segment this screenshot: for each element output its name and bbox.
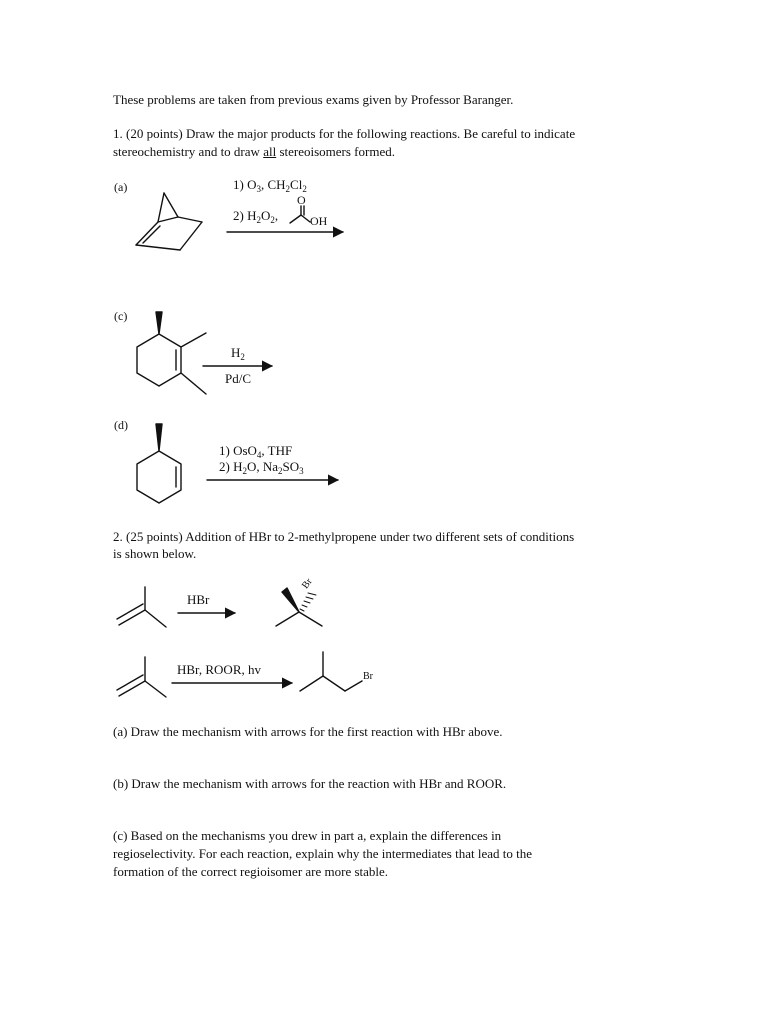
q1a-reagent-step1: 1) $O_3$, $CH_2Cl_2$: [233, 177, 307, 194]
q1a-reagent-step2: 2) $H_2O_2$,: [233, 208, 279, 225]
q1d-reagent-step1: 1) OsO$_4$, THF: [219, 443, 293, 460]
q2-reaction1-product-bromine: Br: [299, 576, 315, 591]
q1-part-c-label: (c): [114, 309, 128, 323]
intro-text: These problems are taken from previous exams given by Professor Baranger.: [113, 92, 514, 107]
q2-part-c-line2: regioselectivity. For each reaction, explain why the intermediates that lead to the: [113, 846, 532, 861]
underlined-all: all: [263, 144, 277, 159]
q1d-methylcyclohexene-structure: [137, 424, 181, 503]
q2-r2-isobutyl-bromide-structure: [300, 652, 362, 691]
norbornene-structure: [136, 193, 202, 250]
wedge-bond: [156, 424, 162, 451]
acetic-acid-carbonyl-oxygen: O: [297, 193, 306, 207]
q2-prompt-line2: is shown below.: [113, 546, 197, 561]
q2-reaction2-reagent: HBr, ROOR, hv: [177, 662, 261, 677]
q2-reaction2-product-bromine: Br: [363, 671, 373, 682]
wedge-bond: [282, 588, 299, 612]
q2-r1-methylpropene-structure: [117, 587, 166, 627]
wedge-bond: [156, 312, 162, 334]
q2-reaction1-reagent: HBr: [187, 592, 210, 607]
q2-prompt-line1: 2. (25 points) Addition of HBr to 2-methylpropene under two different sets of conditions: [113, 529, 575, 544]
q1-prompt-line1: 1. (20 points) Draw the major products for the following reactions. Be careful to indicate: [113, 126, 576, 141]
q2-r1-tert-butyl-bromide-structure: [276, 588, 322, 626]
q1c-cyclohexene-structure: [137, 312, 206, 394]
q1-prompt-line2: stereochemistry and to draw all stereoisomers formed.: [113, 144, 395, 159]
q2-part-a-text: (a) Draw the mechanism with arrows for the first reaction with HBr above.: [113, 724, 503, 739]
q2-part-b-text: (b) Draw the mechanism with arrows for the reaction with HBr and ROOR.: [113, 776, 507, 791]
q2-part-c-line3: formation of the correct regioisomer are more stable.: [113, 864, 389, 879]
q1-part-a-label: (a): [114, 180, 128, 194]
q2-r2-methylpropene-structure: [117, 657, 166, 697]
q1c-reagent-above: $H_2$: [231, 345, 245, 362]
q1-part-d-label: (d): [114, 418, 128, 432]
acetic-acid-structure: [290, 206, 310, 223]
acetic-acid-hydroxyl: OH: [310, 214, 328, 228]
q2-part-c-line1: (c) Based on the mechanisms you drew in part a, explain the differences in: [113, 828, 502, 843]
q1c-reagent-below: Pd/C: [225, 371, 252, 386]
q1d-reagent-step2: 2) $H_2O$, $Na_2SO_3$: [219, 459, 304, 476]
